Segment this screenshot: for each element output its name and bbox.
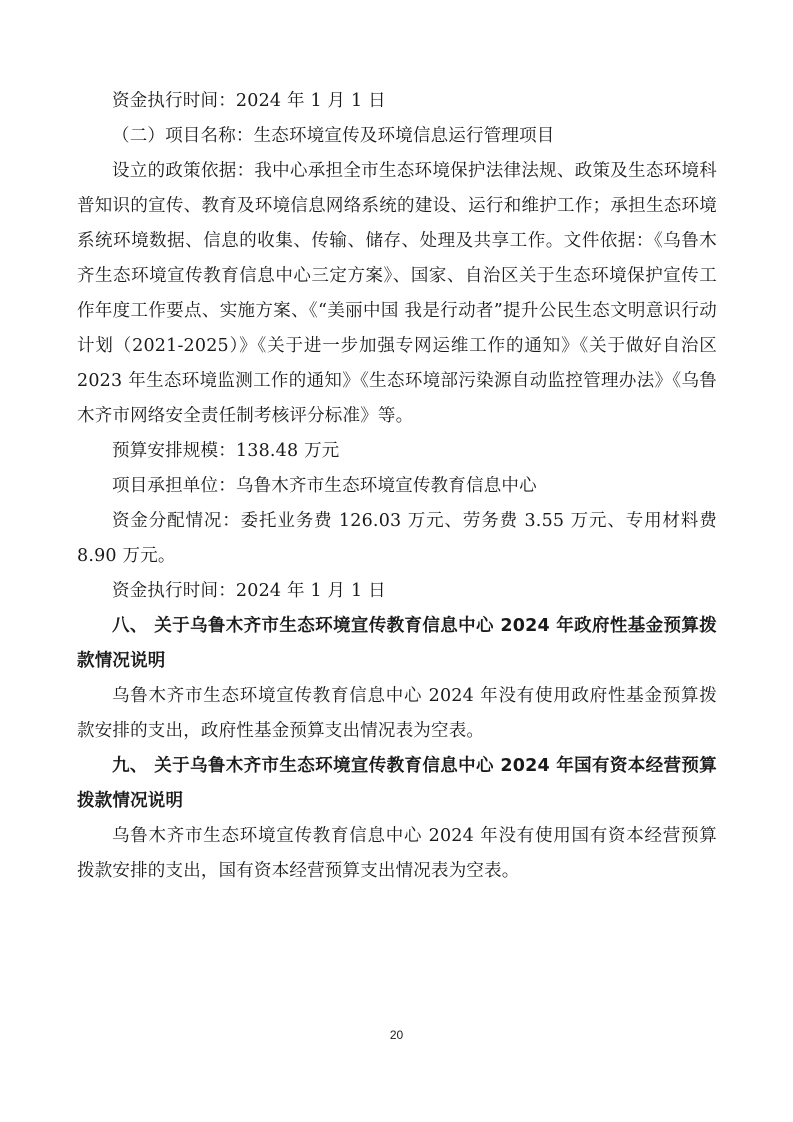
paragraph-policy-basis: 设立的政策依据：我中心承担全市生态环境保护法律法规、政策及生态环境科普知识的宣传、教育及环境信息网络系统的建设、运行和维护工作；承担生态环境系统环境数据、信息的收集、传输、储存、处理及共享工作。文件依据：《乌鲁木齐生态环境宣传教育信息中心三定方案》、国家、自治区关于生态环境保护宣传工作年度工作要点、实施方案、《“美丽中国 我是行动者”提升公民生态文明意识行动计划（2021-2025）》《关于进一步加强专网运维工作的通知》《关于做好自治区 2023 年生态环境监测工作的通知》《生态环境部污染源自动监控管理办法》《乌鲁木齐市网络安全责任制考核评分标准》等。 bbox=[77, 161, 717, 426]
page-number: 20 bbox=[389, 1028, 404, 1042]
paragraph-budget-scale: 预算安排规模：138.48 万元 bbox=[112, 441, 340, 461]
paragraph-fund-execution-time-1: 资金执行时间：2024 年 1 月 1 日 bbox=[112, 91, 386, 111]
paragraph-fund-execution-time-2: 资金执行时间：2024 年 1 月 1 日 bbox=[112, 581, 386, 601]
paragraph-government-fund: 乌鲁木齐市生态环境宣传教育信息中心 2024 年没有使用政府性基金预算拨款安排的支出，政府性基金预算支出情况表为空表。 bbox=[77, 686, 717, 741]
section-heading-8: 八、 关于乌鲁木齐市生态环境宣传教育信息中心 2024 年政府性基金预算拨款情况说明 bbox=[77, 616, 717, 671]
document-body bbox=[77, 84, 717, 889]
section-heading-9: 九、 关于乌鲁木齐市生态环境宣传教育信息中心 2024 年国有资本经营预算拨款情况说明 bbox=[77, 756, 717, 811]
paragraph-project-unit: 项目承担单位：乌鲁木齐市生态环境宣传教育信息中心 bbox=[112, 476, 537, 496]
paragraph-fund-allocation: 资金分配情况：委托业务费 126.03 万元、劳务费 3.55 万元、专用材料费 8.90 万元。 bbox=[77, 511, 717, 566]
paragraph-state-capital: 乌鲁木齐市生态环境宣传教育信息中心 2024 年没有使用国有资本经营预算拨款安排的支出，国有资本经营预算支出情况表为空表。 bbox=[77, 826, 717, 881]
paragraph-project-name: （二）项目名称：生态环境宣传及环境信息运行管理项目 bbox=[112, 126, 555, 146]
